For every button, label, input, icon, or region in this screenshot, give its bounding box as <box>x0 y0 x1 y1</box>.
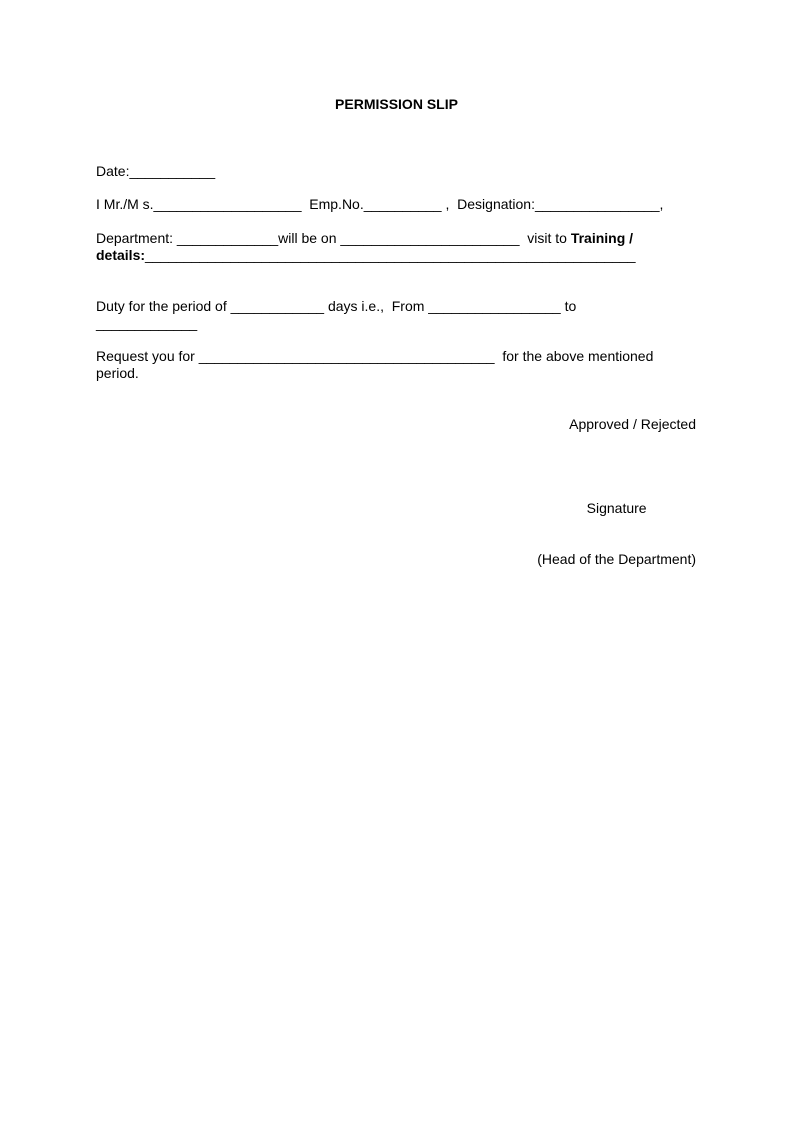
details-line <box>96 247 636 264</box>
signature-role: (Head of the Department) <box>537 551 696 567</box>
training-label: Training / <box>570 230 634 246</box>
details-label: details: <box>96 247 146 263</box>
request-line-continuation: period. <box>96 365 139 381</box>
details-blank: _______________________________________________________________ <box>145 247 636 263</box>
duty-period-line: Duty for the period of ____________ days i.e., From _________________ to <box>96 298 577 314</box>
request-line: Request you for ______________________________________ for the above mentioned <box>96 348 654 364</box>
signature-block <box>537 466 696 602</box>
signature-label: Signature <box>586 500 647 516</box>
approval-status: Approved / Rejected <box>569 416 696 432</box>
document-title: PERMISSION SLIP <box>335 96 458 112</box>
name-empno-designation-line: I Mr./M s.___________________ Emp.No.__________ , Designation:________________, <box>96 196 664 212</box>
department-line <box>96 230 633 247</box>
department-text: Department: _____________will be on _______________________ visit to <box>96 230 571 246</box>
duty-period-continuation: _____________ <box>96 315 198 331</box>
date-field-line: Date:___________ <box>96 163 216 179</box>
